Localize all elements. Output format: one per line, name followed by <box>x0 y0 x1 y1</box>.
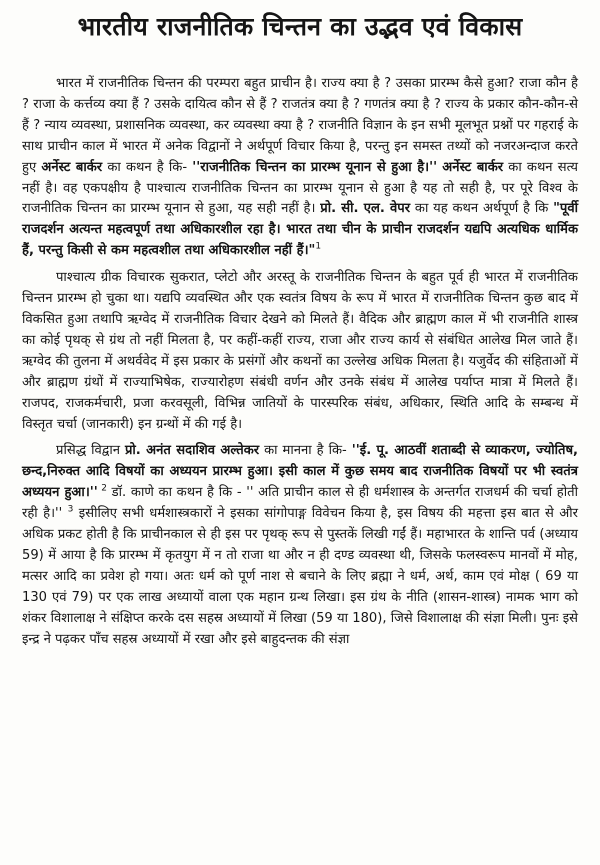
emphasized-text: प्रो. सी. एल. वेपर <box>320 201 411 217</box>
body-text: डॉ. काणे का कथन है कि - '' अति प्राचीन काल से ही धर्मशास्त्र के अन्तर्गत राजधर्म की चर्चा होती रही है।'' <box>22 485 578 522</box>
body-text: प्रसिद्ध विद्वान <box>56 443 125 459</box>
footnote-marker: 3 <box>67 504 74 515</box>
body-text: का कथन सत्य नहीं है। वह एकपक्षीय है पाश्चात्य राजनीतिक चिन्तन का प्रारम्भ यूनान से हुआ है यह तो सही है, पर पूरे विश्व के राजनीतिक चिन्तन का प्रारम्भ यूनान से हुआ, यह सही नहीं है। <box>22 159 578 217</box>
body-text: भारत में राजनीतिक चिन्तन की परम्परा बहुत प्राचीन है। राज्य क्या है ? उसका प्रारम्भ कैसे हुआ? राजा कौन है ? राजा के कर्त्तव्य क्या हैं ? उसके दायित्व कौन से हैं ? राजतंत्र क्या है ? गणतंत्र क्या है ? राज्य के प्रकार कौन-कौन-से हैं ? न्याय व्यवस्था, प्रशासनिक व्यवस्था, कर व्यवस्था क्या है ? राजनीति विज्ञान के इन सभी मूलभूत प्रश्नों पर गहराई के साथ प्राचीन काल में भारत में अनेक विद्वानों ने अर्थपूर्ण विचार किया है, परन्तु इन समस्त तथ्यों को नजरअन्दाज करते हुए <box>22 76 578 175</box>
body-text: का कथन है कि- <box>102 159 193 175</box>
emphasized-text: ''राजनीतिक चिन्तन का प्रारम्भ यूनान से हुआ है।'' <box>192 159 438 175</box>
body-text: इसीलिए सभी धर्मशास्त्रकारों ने इसका सांगोपाङ्ग विवेचन किया है, इस विषय की महत्ता इस बात से और अधिक प्रकट होती है कि प्राचीनकाल से ही इस पर पृथक् रूप से पुस्तकें लिखी गईं हैं। महाभारत के शान्ति पर्व (अध्याय 59) में आया है कि प्रारम्भ में कृतयुग में न तो राजा था और न ही दण्ड व्यवस्था थी, जिसके फलस्वरूप मानवों में मोह, मत्सर आदि का प्रवेश हो गया। अतः धर्म को पूर्ण नाश से बचाने के लिए ब्रह्मा ने धर्म, अर्थ, काम एवं मोक्ष ( 69 या 130 एवं 79) पर एक लाख अध्यायों वाला एक महान ग्रन्थ लिखा। इस ग्रंथ के नीति (शासन-शास्त्र) नामक भाग को शंकर विशालाक्ष ने संक्षिप्त करके दस सहस्र अध्यायों में लिखा (59 या 180), जिसे विशालाक्ष की संज्ञा मिली। पुनः इसे इन्द्र ने पढ़कर पाँच सहस्र अध्यायों में रखा और इसे बाहुदन्तक की संज्ञा <box>22 506 578 647</box>
emphasized-text: ''ई. पू. आठवीं शताब्दी से व्याकरण, ज्योतिष, छन्द,निरुक्त आदि विषयों का अध्ययन प्रारम्भ हुआ। इसी काल में कुछ समय बाद राजनीतिक विषयों पर भी स्वतंत्र अध्ययन हुआ।'' <box>22 443 578 501</box>
body-text: पाश्चात्य ग्रीक विचारक सुकरात, प्लेटो और अरस्तू के राजनीतिक चिन्तन के बहुत पूर्व ही भारत में राजनीतिक चिन्तन प्रारम्भ हो चुका था। यद्यपि व्यवस्थित और एक स्वतंत्र विषय के रूप में भारत में राजनीतिक चिन्तन कुछ बाद में विकसित हुआ तथापि ऋग्वेद में राजनीतिक विचार देखने को मिलते हैं। वैदिक और ब्राह्मण काल में भी राजनीति शास्त्र का कोई पृथक् से ग्रंथ तो नहीं मिलता है, पर कहीं-कहीं राज्य, राजा और राज्य कार्य से संबंधित आलेख मिल जाते हैं। ऋग्वेद की तुलना में अथर्ववेद में इस प्रकार के प्रसंगों और कथनों का उल्लेख अधिक मिलता है। यजुर्वेद की संहिताओं में और ब्राह्मण ग्रंथों में राज्याभिषेक, राज्यारोहण संबंधी वर्णन और उनके संबंध में आलेख पर्याप्त मात्रा में मिलते हैं। राजपद, राजकर्मचारी, प्रजा करवसूली, विभिन्न जातियों के पारस्परिक संबंध, अधिकार, स्थिति आदि के सम्बन्ध में विस्तृत चर्चा (जानकारी) इन ग्रन्थों में की गई है। <box>22 270 578 432</box>
body-text: का यह कथन अर्थपूर्ण है कि <box>410 201 554 217</box>
footnote-marker: 1 <box>315 241 322 252</box>
footnote-marker: 2 <box>97 483 107 494</box>
paragraph <box>22 268 578 435</box>
emphasized-text: "पूर्वी राजदर्शन अत्यन्त महत्वपूर्ण तथा अधिकारशील रहा है। भारत तथा चीन के प्राचीन राजदर्शन यद्यपि अत्यधिक धार्मिक हैं, परन्तु किसी से कम महत्वशील तथा अधिकारशील नहीं हैं।" <box>22 201 579 259</box>
emphasized-text: अर्नेस्ट बार्कर <box>442 159 504 175</box>
paragraph <box>22 441 578 650</box>
emphasized-text: प्रो. अनंत सदाशिव अल्तेकर <box>124 443 260 459</box>
page-title: भारतीय राजनीतिक चिन्तन का उद्भव एवं विकास <box>77 12 523 41</box>
body-text: का मानना है कि- <box>259 443 352 459</box>
paragraph <box>22 74 578 262</box>
emphasized-text: अर्नेस्ट बार्कर <box>41 159 103 175</box>
